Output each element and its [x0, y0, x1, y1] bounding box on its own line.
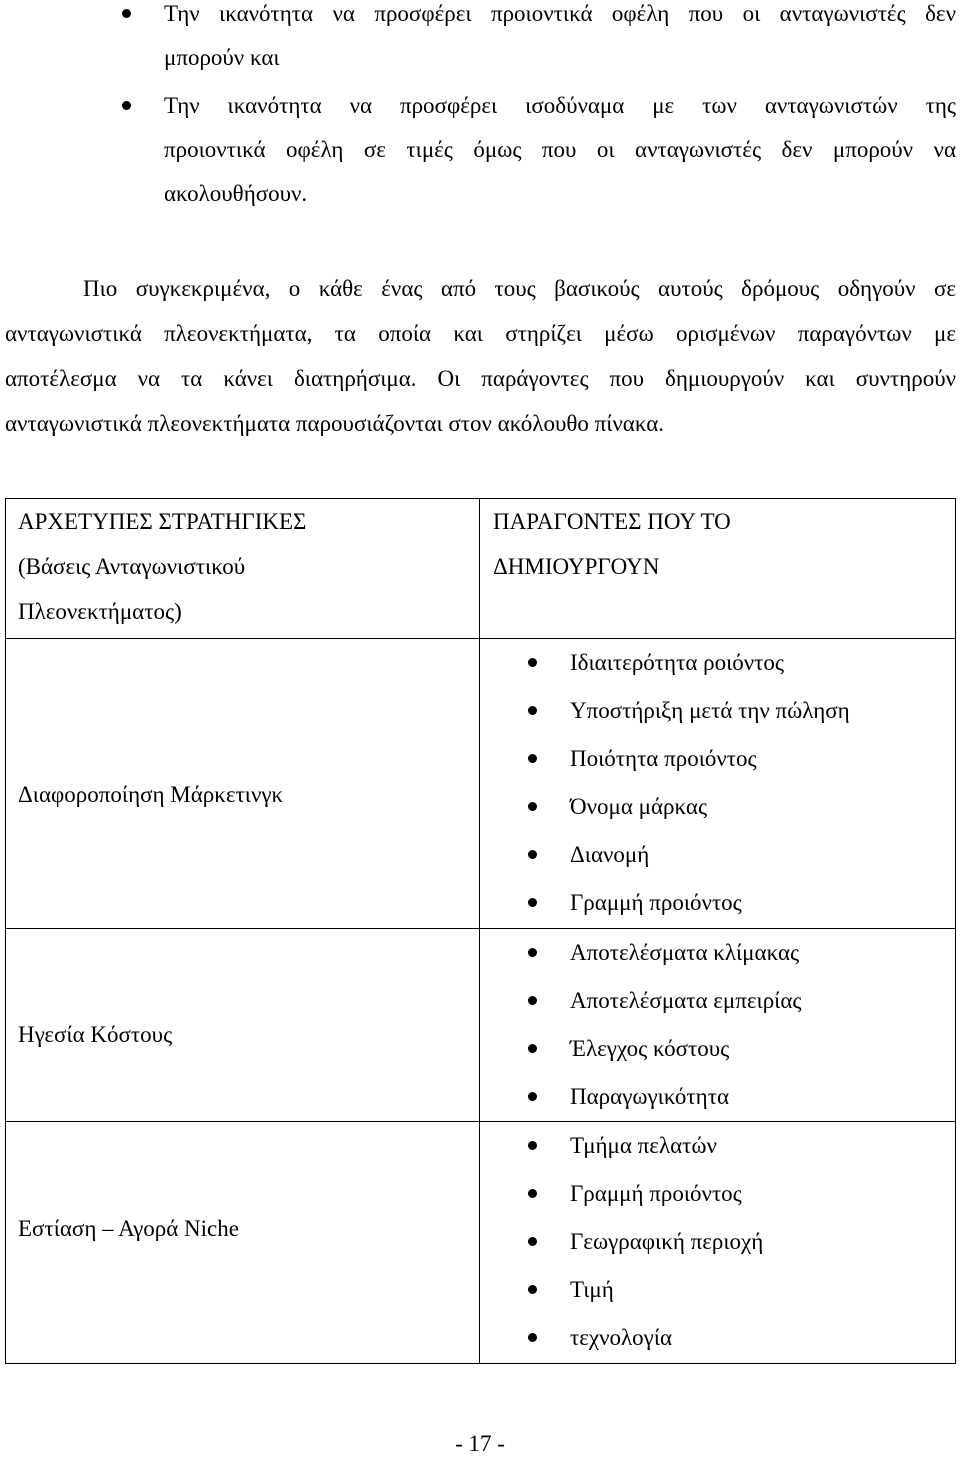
bullet-text-line: ακολουθήσουν. — [164, 181, 308, 206]
strategy-cell — [6, 929, 480, 1122]
strategy-label: Διαφοροποίηση Μάρκετινγκ — [18, 782, 284, 807]
bullet-icon — [122, 9, 131, 18]
bullet-icon — [528, 1092, 537, 1101]
header-line: ΠΑΡΑΓΟΝΤΕΣ ΠΟΥ ΤΟ — [493, 509, 731, 534]
bullet-icon — [528, 802, 537, 811]
bullet-icon — [528, 754, 537, 763]
table-row — [6, 1122, 956, 1364]
header-line: (Βάσεις Ανταγωνιστικού — [18, 554, 246, 579]
bullet-icon — [528, 1285, 537, 1294]
factor-item: τεχνολογία — [570, 1314, 955, 1362]
factor-item: Υποστήριξη μετά την πώληση — [570, 687, 955, 735]
bullet-icon — [528, 1189, 537, 1198]
table-header-row — [6, 499, 956, 639]
factor-item: Διανομή — [570, 831, 955, 879]
bullet-icon — [528, 1333, 537, 1342]
paragraph-line: Πιο συγκεκριμένα, ο κάθε ένας από τους βασικούς αυτούς δρόμους οδηγούν σε — [83, 276, 956, 301]
paragraph-line: ανταγωνιστικά πλεονεκτήματα, τα οποία και στηρίζει μέσω ορισμένων παραγόντων με — [5, 321, 956, 346]
bullet-icon — [528, 1141, 537, 1150]
bullet-icon — [528, 898, 537, 907]
paragraph-line: αποτέλεσμα να τα κάνει διατηρήσιμα. Οι παράγοντες που δημιουργούν και συντηρούν — [5, 366, 956, 391]
table-row — [6, 639, 956, 929]
header-line: ΔΗΜΙΟΥΡΓΟΥΝ — [493, 554, 660, 579]
header-cell-strategies — [6, 499, 480, 639]
list-item — [164, 84, 956, 216]
paragraph-line: ανταγωνιστικά πλεονεκτήματα παρουσιάζονται στον ακόλουθο πίνακα. — [5, 411, 665, 436]
bullet-icon — [528, 948, 537, 957]
factor-item: Τιμή — [570, 1266, 955, 1314]
bullet-icon — [528, 850, 537, 859]
factor-item: Γραμμή προιόντος — [570, 879, 955, 927]
page-number: - 17 - — [455, 1431, 505, 1456]
factor-item: Έλεγχος κόστους — [570, 1025, 955, 1073]
factor-item: Παραγωγικότητα — [570, 1073, 955, 1121]
bullet-text-line: Την ικανότητα να προσφέρει ισοδύναμα με των ανταγωνιστών της — [164, 93, 956, 118]
header-cell-factors — [480, 499, 956, 639]
bullet-icon — [528, 706, 537, 715]
bullet-text-line: Την ικανότητα να προσφέρει προιοντικά οφέλη που οι ανταγωνιστές δεν — [164, 1, 956, 26]
factor-item: Τμήμα πελατών — [570, 1122, 955, 1170]
factors-cell — [480, 929, 956, 1122]
strategy-label: Εστίαση – Αγορά Niche — [18, 1216, 239, 1241]
header-line: ΑΡΧΕΤΥΠΕΣ ΣΤΡΑΤΗΓΙΚΕΣ — [18, 509, 307, 534]
strategy-label: Ηγεσία Κόστους — [18, 1022, 173, 1047]
list-item — [164, 0, 956, 80]
factor-item: Ποιότητα προιόντος — [570, 735, 955, 783]
bullet-icon — [122, 101, 131, 110]
bullet-icon — [528, 1044, 537, 1053]
bullet-icon — [528, 996, 537, 1005]
factors-cell — [480, 639, 956, 929]
strategy-factors-table — [5, 498, 956, 1364]
bullet-icon — [528, 658, 537, 667]
factor-item: Ιδιαιτερότητα ροιόντος — [570, 639, 955, 687]
factor-item: Αποτελέσματα εμπειρίας — [570, 977, 955, 1025]
factor-item: Γραμμή προιόντος — [570, 1170, 955, 1218]
factors-cell — [480, 1122, 956, 1364]
factor-item: Γεωγραφική περιοχή — [570, 1218, 955, 1266]
strategy-cell — [6, 639, 480, 929]
body-paragraph — [5, 266, 956, 446]
table-row — [6, 929, 956, 1122]
bullet-icon — [528, 1237, 537, 1246]
bullet-text-line: προιοντικά οφέλη σε τιμές όμως που οι ανταγωνιστές δεν μπορούν να — [164, 137, 956, 162]
factor-item: Όνομα μάρκας — [570, 783, 955, 831]
header-line: Πλεονεκτήματος) — [18, 599, 182, 624]
bullet-text-line: μπορούν και — [164, 45, 280, 70]
factor-item: Αποτελέσματα κλίμακας — [570, 929, 955, 977]
strategy-cell — [6, 1122, 480, 1364]
